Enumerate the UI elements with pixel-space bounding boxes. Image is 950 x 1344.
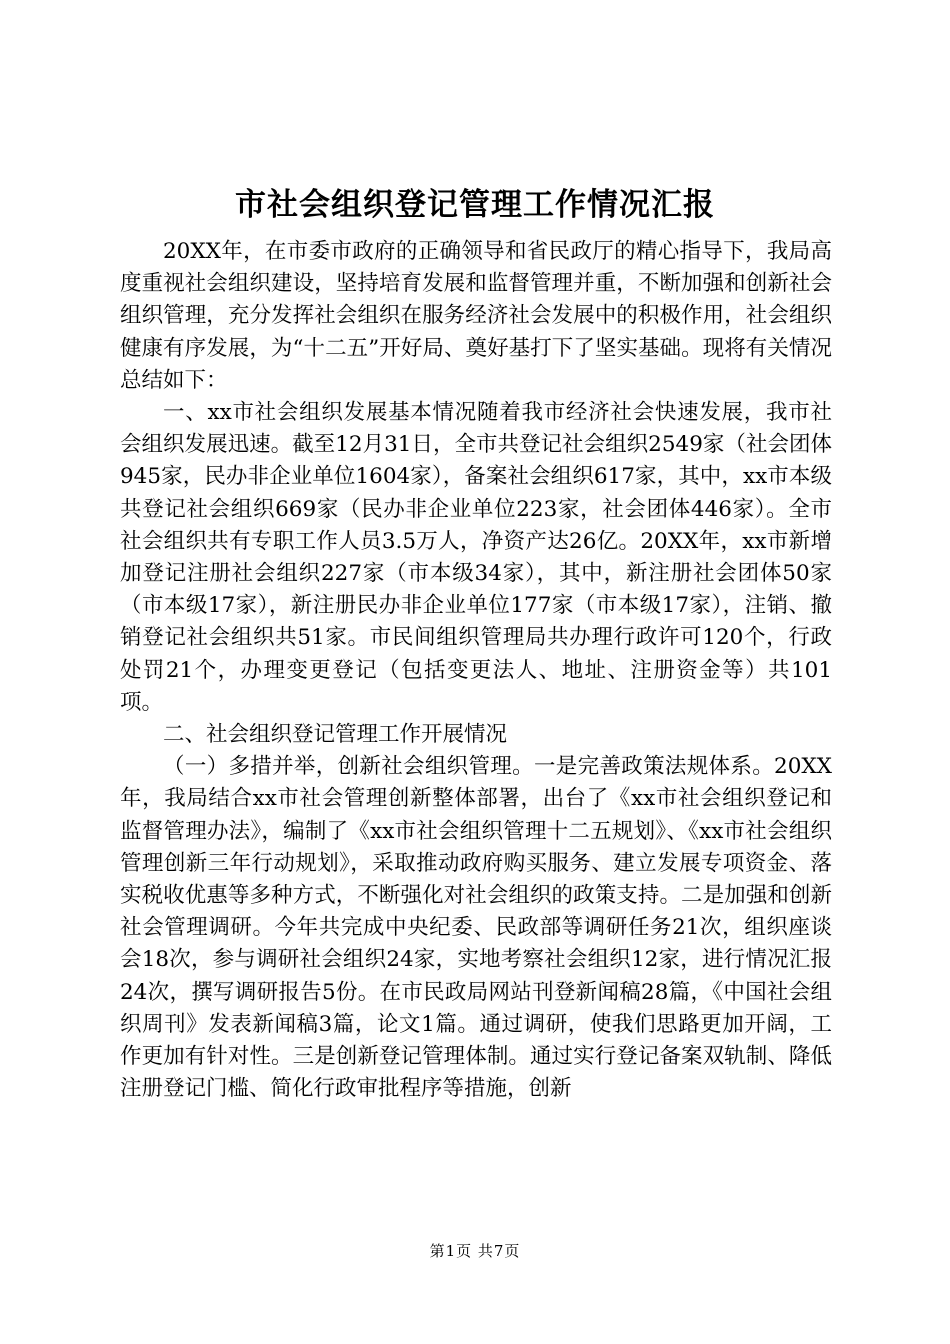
paragraph-subsection-1: （一）多措并举，创新社会组织管理。一是完善政策法规体系。20XX年，我局结合xx市社会管理创新整体部署，出台了《xx市社会组织登记和监督管理办法》，编制了《xx市社会组织管理十二五规划》、《xx市社会组织管理创新三年行动规划》，采取推动政府购买服务、建立发展专项资金、落实税收优惠等多种方式，不断强化对社会组织的政策支持。二是加强和创新社会管理调研。今年共完成中央纪委、民政部等调研任务21次，组织座谈会18次，参与调研社会组织24家，实地考察社会组织12家，进行情况汇报24次，撰写调研报告5份。在市民政局网站刊登新闻稿28篇，《中国社会组织周刊》发表新闻稿3篇，论文1篇。通过调研，使我们思路更加开阔，工作更加有针对性。三是创新登记管理体制。通过实行登记备案双轨制、降低注册登记门槛、简化行政审批程序等措施，创新 [120,754,832,1102]
document-title: 市社会组织登记管理工作情况汇报 [235,187,715,223]
document-body [120,236,832,1105]
paragraph-intro: 20XX年，在市委市政府的正确领导和省民政厅的精心指导下，我局高度重视社会组织建设，坚持培育发展和监督管理并重，不断加强和创新社会组织管理，充分发挥社会组织在服务经济社会发展中的积极作用，社会组织健康有序发展，为“十二五”开好局、奠好基打下了坚实基础。现将有关情况总结如下： [120,239,832,393]
paragraph-section-1: 一、xx市社会组织发展基本情况随着我市经济社会快速发展，我市社会组织发展迅速。截至12月31日，全市共登记社会组织2549家（社会团体945家，民办非企业单位1604家），备案社会组织617家，其中，xx市本级共登记社会组织669家（民办非企业单位223家，社会团体446家）。全市社会组织共有专职工作人员3.5万人，净资产达26亿。20XX年，xx市新增加登记注册社会组织227家（市本级34家），其中，新注册社会团体50家（市本级17家），新注册民办非企业单位177家（市本级17家），注销、撤销登记社会组织共51家。市民间组织管理局共办理行政许可120个，行政处罚21个，办理变更登记（包括变更法人、地址、注册资金等）共101项。 [120,400,832,715]
paragraph-section-2-heading: 二、社会组织登记管理工作开展情况 [163,722,508,748]
page-number-footer: 第1页 共7页 [429,1242,521,1260]
